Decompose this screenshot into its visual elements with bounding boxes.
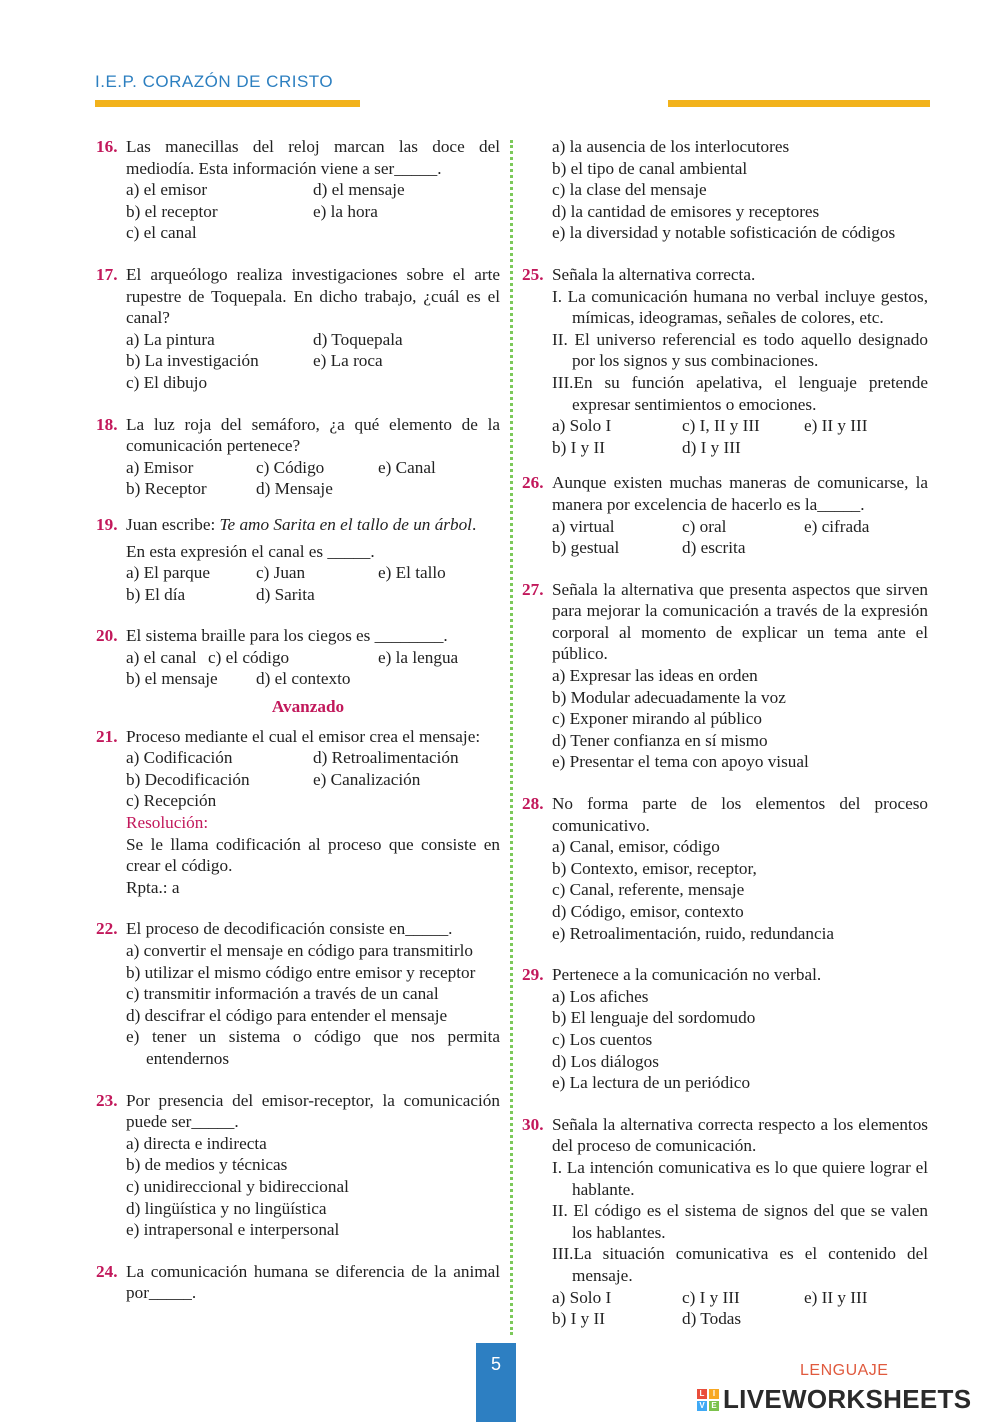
question-stem: Juan escribe: Te amo Sarita en el tallo de un árbol. xyxy=(126,514,477,534)
question-number: 24. xyxy=(96,1261,118,1281)
page-number: 5 xyxy=(476,1343,516,1422)
question-28 xyxy=(522,793,928,944)
question-number: 19. xyxy=(96,514,118,534)
option-b[interactable]: b) el mensaje xyxy=(126,669,218,689)
question-number: 16. xyxy=(96,137,118,156)
option-e[interactable]: e) intrapersonal e interpersonal xyxy=(126,1220,340,1240)
option-c[interactable]: c) oral xyxy=(682,516,727,536)
option-e[interactable]: e) Presentar el tema con apoyo visual xyxy=(552,752,809,772)
option-d[interactable]: d) Toquepala xyxy=(313,329,403,349)
option-e[interactable]: e) tener un sistema o código que nos permita entendernos xyxy=(126,1027,500,1068)
option-d[interactable]: d) descifrar el código para entender el mensaje xyxy=(126,1005,448,1025)
statement-ii: II. El código es el sistema de signos del que se valen los hablantes. xyxy=(552,1201,928,1242)
option-a[interactable]: a) la ausencia de los interlocutores xyxy=(552,137,790,156)
question-20 xyxy=(96,625,500,690)
option-e[interactable]: e) la diversidad y notable sofisticación de códigos xyxy=(552,223,896,243)
question-26 xyxy=(522,472,928,558)
option-d[interactable]: d) Todas xyxy=(682,1309,742,1329)
resolution-text: Se le llama codificación al proceso que consiste en crear el código. xyxy=(126,834,500,876)
question-stem: Señala la alternativa correcta. xyxy=(552,264,756,284)
option-c[interactable]: c) Juan xyxy=(256,563,306,583)
left-column xyxy=(96,136,500,1304)
option-b[interactable]: b) Receptor xyxy=(126,479,207,499)
statement-iii: III.La situación comunicativa es el contenido del mensaje. xyxy=(552,1244,928,1285)
question-number: 22. xyxy=(96,919,118,939)
option-e[interactable]: e) cifrada xyxy=(804,516,870,536)
option-e[interactable]: e) II y III xyxy=(804,416,868,436)
option-c[interactable]: c) Los cuentos xyxy=(552,1029,653,1049)
question-stem-line-2: En esta expresión el canal es _____. xyxy=(126,541,375,561)
option-c[interactable]: c) transmitir información a través de un canal xyxy=(126,984,439,1004)
option-d[interactable]: d) escrita xyxy=(682,538,746,558)
option-a[interactable]: a) Emisor xyxy=(126,457,194,477)
option-e[interactable]: e) la lengua xyxy=(378,647,459,667)
option-e[interactable]: e) La lectura de un periódico xyxy=(552,1073,751,1093)
question-number: 25. xyxy=(522,264,544,284)
question-number: 17. xyxy=(96,264,118,284)
option-d[interactable]: d) Sarita xyxy=(256,584,315,604)
option-d[interactable]: d) I y III xyxy=(682,437,741,457)
question-stem: Las manecillas del reloj marcan las doce del mediodía. Esta información viene a ser_____. xyxy=(126,137,500,178)
question-21 xyxy=(96,726,500,899)
option-d[interactable]: d) la cantidad de emisores y receptores xyxy=(552,201,820,221)
option-b[interactable]: b) Contexto, emisor, receptor, xyxy=(552,858,757,878)
option-b[interactable]: b) La investigación xyxy=(126,351,259,371)
question-number: 29. xyxy=(522,965,544,985)
question-stem: No forma parte de los elementos del proceso comunicativo. xyxy=(552,794,928,835)
question-number: 30. xyxy=(522,1114,544,1134)
option-d[interactable]: d) el contexto xyxy=(256,669,351,689)
option-b[interactable]: b) de medios y técnicas xyxy=(126,1155,288,1175)
option-c[interactable]: c) Exponer mirando al público xyxy=(552,709,763,729)
option-a[interactable]: a) Los afiches xyxy=(552,986,649,1006)
option-c[interactable]: c) I, II y III xyxy=(682,416,760,436)
option-a[interactable]: a) directa e indirecta xyxy=(126,1133,267,1153)
option-a[interactable]: a) Canal, emisor, código xyxy=(552,837,720,857)
header-bar-right xyxy=(668,100,930,107)
option-d[interactable]: d) Código, emisor, contexto xyxy=(552,902,744,921)
option-b[interactable]: b) Modular adecuadamente la voz xyxy=(552,687,786,707)
statement-i: I. La intención comunicativa es lo que quiere lograr el hablante. xyxy=(552,1157,928,1199)
option-b[interactable]: b) Decodificación xyxy=(126,769,250,789)
option-a[interactable]: a) virtual xyxy=(552,516,615,536)
column-divider xyxy=(510,140,513,1335)
option-e[interactable]: e) La roca xyxy=(313,351,383,371)
right-column xyxy=(522,136,928,1330)
option-a[interactable]: a) La pintura xyxy=(126,329,215,349)
option-c[interactable]: c) el canal xyxy=(126,223,197,243)
question-number: 21. xyxy=(96,726,118,746)
option-c[interactable]: c) Canal, referente, mensaje xyxy=(552,880,745,900)
option-c[interactable]: c) la clase del mensaje xyxy=(552,180,707,200)
question-18 xyxy=(96,414,500,500)
question-stem: Pertenece a la comunicación no verbal. xyxy=(552,965,822,985)
option-a[interactable]: a) Expresar las ideas en orden xyxy=(552,666,758,686)
resolution-label: Resolución: xyxy=(126,813,209,833)
option-c[interactable]: c) Código xyxy=(256,457,325,477)
question-stem: Señala la alternativa que presenta aspectos que sirven para mejorar la comunicación a través de la expresión corporal al momento de explicar un tema ante el público. xyxy=(552,579,928,664)
option-a[interactable]: a) el emisor xyxy=(126,180,208,200)
option-b[interactable]: b) El día xyxy=(126,584,186,604)
option-a[interactable]: a) el canal xyxy=(126,647,197,667)
option-e[interactable]: e) Retroalimentación, ruido, redundancia xyxy=(552,923,835,943)
question-stem: Señala la alternativa correcta respecto a los elementos del proceso de comunicación. xyxy=(552,1114,928,1156)
option-b[interactable]: b) el receptor xyxy=(126,201,218,221)
question-number: 26. xyxy=(522,473,544,493)
question-stem: Por presencia del emisor-receptor, la comunicación puede ser_____. xyxy=(126,1090,500,1132)
question-stem: El arqueólogo realiza investigaciones sobre el arte rupestre de Toquepala. En dicho trabajo, ¿cuál es el canal? xyxy=(126,264,500,328)
option-e[interactable]: e) El tallo xyxy=(378,563,446,583)
option-c[interactable]: c) I y III xyxy=(682,1287,740,1307)
question-number: 20. xyxy=(96,626,118,646)
statement-ii: II. El universo referencial es todo aquello designado por los signos y sus combinaciones. xyxy=(552,329,928,371)
option-b[interactable]: b) el tipo de canal ambiental xyxy=(552,158,748,178)
option-d[interactable]: d) lingüística y no lingüística xyxy=(126,1198,327,1218)
question-23 xyxy=(96,1090,500,1241)
subject-label: LENGUAJE xyxy=(800,1362,889,1379)
option-e[interactable]: e) Canalización xyxy=(313,769,421,789)
option-b[interactable]: b) utilizar el mismo código entre emisor y receptor xyxy=(126,962,476,982)
option-c[interactable]: c) Recepción xyxy=(126,791,217,811)
option-b[interactable]: b) I y II xyxy=(552,437,605,457)
logo-grid-icon: L I V E xyxy=(697,1389,719,1411)
question-stem: Aunque existen muchas maneras de comunicarse, la manera por excelencia de hacerlo es la_____. xyxy=(552,473,928,514)
question-number: 27. xyxy=(522,579,544,599)
option-d[interactable]: d) Los diálogos xyxy=(552,1051,659,1071)
question-17 xyxy=(96,264,500,394)
question-number: 18. xyxy=(96,414,118,434)
option-a[interactable]: a) Solo I xyxy=(552,416,612,436)
question-24-options xyxy=(522,136,928,244)
question-19 xyxy=(96,514,500,605)
option-c[interactable]: c) El dibujo xyxy=(126,372,208,392)
question-stem: Proceso mediante el cual el emisor crea el mensaje: xyxy=(126,726,481,746)
question-25 xyxy=(522,264,928,458)
question-30 xyxy=(522,1114,928,1330)
liveworksheets-logo[interactable] xyxy=(697,1384,971,1415)
option-e[interactable]: e) II y III xyxy=(804,1287,868,1307)
option-a[interactable]: a) Solo I xyxy=(552,1287,612,1307)
statement-iii: III.En su función apelativa, el lenguaje pretende expresar sentimientos o emociones. xyxy=(552,372,928,414)
option-d[interactable]: d) Mensaje xyxy=(256,479,333,499)
option-d[interactable]: d) Retroalimentación xyxy=(313,748,459,768)
option-b[interactable]: b) I y II xyxy=(552,1309,605,1329)
question-stem: El sistema braille para los ciegos es ________. xyxy=(126,626,448,646)
question-number: 23. xyxy=(96,1090,118,1110)
question-stem: La luz roja del semáforo, ¿a qué elemento de la comunicación pertenece? xyxy=(126,414,500,456)
option-a[interactable]: a) Codificación xyxy=(126,748,233,768)
section-heading-advanced: Avanzado xyxy=(271,697,345,717)
option-d[interactable]: d) Tener confianza en sí mismo xyxy=(552,730,768,750)
question-22 xyxy=(96,918,500,1069)
question-number: 28. xyxy=(522,794,544,814)
logo-text: LIVEWORKSHEETS xyxy=(723,1384,972,1414)
option-c[interactable]: c) unidireccional y bidireccional xyxy=(126,1176,349,1196)
question-27 xyxy=(522,579,928,773)
option-d[interactable]: d) el mensaje xyxy=(313,180,405,200)
header-bar-left xyxy=(95,100,360,107)
option-c[interactable]: c) el código xyxy=(208,647,290,667)
statement-i: I. La comunicación humana no verbal incluye gestos, mímicas, ideogramas, señales de colores, etc. xyxy=(552,286,928,328)
option-e[interactable]: e) la hora xyxy=(313,201,378,221)
question-stem: La comunicación humana se diferencia de la animal por_____. xyxy=(126,1261,500,1303)
option-a[interactable]: a) convertir el mensaje en código para transmitirlo xyxy=(126,941,473,960)
question-24 xyxy=(96,1261,500,1304)
question-29 xyxy=(522,964,928,1094)
option-e[interactable]: e) Canal xyxy=(378,457,436,477)
option-b[interactable]: b) gestual xyxy=(552,538,620,558)
option-b[interactable]: b) El lenguaje del sordomudo xyxy=(552,1008,756,1028)
question-stem: El proceso de decodificación consiste en_____. xyxy=(126,919,453,939)
answer-text: Rpta.: a xyxy=(126,877,180,897)
question-16 xyxy=(96,136,500,244)
school-title: I.E.P. CORAZÓN DE CRISTO xyxy=(95,72,334,91)
option-a[interactable]: a) El parque xyxy=(126,563,210,583)
